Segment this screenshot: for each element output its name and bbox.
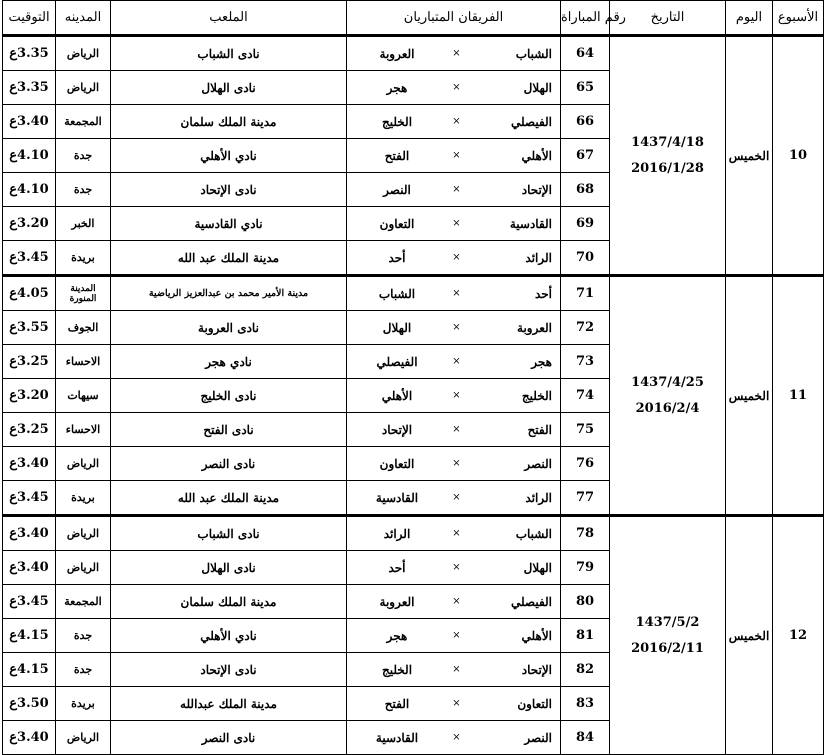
home-team: النصر bbox=[524, 730, 552, 745]
week-number: 11 bbox=[773, 276, 824, 516]
date-gregorian: 2016/2/11 bbox=[631, 640, 704, 656]
match-number: 78 bbox=[561, 516, 610, 551]
kickoff-time: 4.15ع bbox=[3, 619, 56, 653]
city-cell: الرياض bbox=[56, 551, 111, 585]
venue-cell: نادى الشباب bbox=[111, 36, 347, 71]
city-cell: الرياض bbox=[56, 447, 111, 481]
match-number: 66 bbox=[561, 105, 610, 139]
home-team: الشباب bbox=[515, 46, 552, 61]
teams-cell bbox=[347, 721, 561, 755]
home-team: الفتح bbox=[527, 422, 552, 437]
match-number: 82 bbox=[561, 653, 610, 687]
away-team: التعاون bbox=[379, 456, 415, 471]
kickoff-time: 3.55ع bbox=[3, 311, 56, 345]
versus-sign: × bbox=[452, 288, 461, 299]
kickoff-time: 3.40ع bbox=[3, 516, 56, 551]
kickoff-time: 3.45ع bbox=[3, 481, 56, 516]
versus-sign: × bbox=[452, 322, 461, 333]
home-team: الهلال bbox=[523, 80, 552, 95]
teams-cell bbox=[347, 551, 561, 585]
match-number: 74 bbox=[561, 379, 610, 413]
city-cell: الخبر bbox=[56, 207, 111, 241]
kickoff-time: 3.40ع bbox=[3, 447, 56, 481]
versus-sign: × bbox=[452, 390, 461, 401]
match-number: 71 bbox=[561, 276, 610, 311]
home-team: الخليج bbox=[521, 388, 552, 403]
city-cell: بريدة bbox=[56, 481, 111, 516]
versus-sign: × bbox=[452, 424, 461, 435]
home-team: الشباب bbox=[515, 526, 552, 541]
table-row bbox=[3, 276, 824, 311]
teams-cell bbox=[347, 687, 561, 721]
home-team: التعاون bbox=[517, 696, 552, 711]
match-number: 79 bbox=[561, 551, 610, 585]
venue-cell: نادى الإتحاد bbox=[111, 653, 347, 687]
match-number: 69 bbox=[561, 207, 610, 241]
home-team: القادسية bbox=[509, 216, 552, 231]
venue-cell: نادى الهلال bbox=[111, 71, 347, 105]
away-team: الخليج bbox=[381, 662, 413, 677]
date-hijri: 1437/5/2 bbox=[635, 614, 700, 630]
match-number: 65 bbox=[561, 71, 610, 105]
versus-sign: × bbox=[452, 184, 461, 195]
teams-cell bbox=[347, 481, 561, 516]
versus-sign: × bbox=[452, 82, 461, 93]
venue-cell: مدينة الملك سلمان bbox=[111, 585, 347, 619]
home-team: أحد bbox=[534, 286, 552, 301]
venue-cell: مدينة الملك عبد الله bbox=[111, 481, 347, 516]
kickoff-time: 4.10ع bbox=[3, 139, 56, 173]
away-team: القادسية bbox=[375, 730, 419, 745]
match-number: 67 bbox=[561, 139, 610, 173]
table-row bbox=[3, 36, 824, 71]
header-date: التاريخ bbox=[610, 1, 726, 36]
venue-cell: مدينة الملك سلمان bbox=[111, 105, 347, 139]
away-team: الأهلي bbox=[381, 388, 413, 403]
header-city: المدينه bbox=[56, 1, 111, 36]
date-gregorian: 2016/1/28 bbox=[631, 160, 704, 176]
match-date bbox=[610, 516, 726, 755]
date-gregorian: 2016/2/4 bbox=[635, 400, 700, 416]
venue-cell: نادى النصر bbox=[111, 447, 347, 481]
venue-cell: نادى العروبة bbox=[111, 311, 347, 345]
away-team: العروبة bbox=[379, 46, 415, 61]
match-date bbox=[610, 276, 726, 516]
match-number: 77 bbox=[561, 481, 610, 516]
kickoff-time: 3.35ع bbox=[3, 71, 56, 105]
away-team: الرائد bbox=[383, 526, 411, 541]
kickoff-time: 3.50ع bbox=[3, 687, 56, 721]
home-team: الفيصلي bbox=[510, 594, 552, 609]
venue-cell: نادى النصر bbox=[111, 721, 347, 755]
kickoff-time: 3.45ع bbox=[3, 241, 56, 276]
away-team: الفتح bbox=[384, 148, 410, 163]
city-cell: الاحساء bbox=[56, 345, 111, 379]
kickoff-time: 3.45ع bbox=[3, 585, 56, 619]
versus-sign: × bbox=[452, 528, 461, 539]
kickoff-time: 4.15ع bbox=[3, 653, 56, 687]
header-venue: الملعب bbox=[111, 1, 347, 36]
teams-cell bbox=[347, 447, 561, 481]
versus-sign: × bbox=[452, 732, 461, 743]
versus-sign: × bbox=[452, 698, 461, 709]
venue-cell: نادي الأهلي bbox=[111, 619, 347, 653]
home-team: النصر bbox=[524, 456, 552, 471]
versus-sign: × bbox=[452, 664, 461, 675]
kickoff-time: 3.25ع bbox=[3, 413, 56, 447]
kickoff-time: 3.20ع bbox=[3, 379, 56, 413]
teams-cell bbox=[347, 516, 561, 551]
header-week: الأسبوع bbox=[773, 1, 824, 36]
venue-cell: نادى الشباب bbox=[111, 516, 347, 551]
header-teams: الفريقان المتباريان bbox=[347, 1, 561, 36]
versus-sign: × bbox=[452, 150, 461, 161]
teams-cell bbox=[347, 345, 561, 379]
teams-cell bbox=[347, 379, 561, 413]
home-team: الأهلي bbox=[521, 628, 552, 643]
city-cell: المجمعة bbox=[56, 585, 111, 619]
away-team: الإتحاد bbox=[381, 422, 413, 437]
teams-cell bbox=[347, 241, 561, 276]
home-team: الهلال bbox=[523, 560, 552, 575]
venue-cell: نادى الإتحاد bbox=[111, 173, 347, 207]
match-number: 68 bbox=[561, 173, 610, 207]
header-day: اليوم bbox=[726, 1, 773, 36]
away-team: أحد bbox=[388, 250, 406, 265]
teams-cell bbox=[347, 311, 561, 345]
venue-cell: مدينة الملك عبد الله bbox=[111, 241, 347, 276]
teams-cell bbox=[347, 105, 561, 139]
versus-sign: × bbox=[452, 48, 461, 59]
away-team: الشباب bbox=[378, 286, 416, 301]
teams-cell bbox=[347, 276, 561, 311]
away-team: هجر bbox=[386, 628, 408, 643]
versus-sign: × bbox=[452, 252, 461, 263]
away-team: الهلال bbox=[382, 320, 412, 335]
match-number: 81 bbox=[561, 619, 610, 653]
match-number: 72 bbox=[561, 311, 610, 345]
match-number: 84 bbox=[561, 721, 610, 755]
venue-cell: مدينة الأمير محمد بن عبدالعزيز الرياضية bbox=[111, 276, 347, 311]
kickoff-time: 4.10ع bbox=[3, 173, 56, 207]
versus-sign: × bbox=[452, 116, 461, 127]
home-team: العروبة bbox=[517, 320, 552, 335]
match-number: 70 bbox=[561, 241, 610, 276]
venue-cell: نادي القادسية bbox=[111, 207, 347, 241]
week-number: 12 bbox=[773, 516, 824, 755]
away-team: الخليج bbox=[381, 114, 413, 129]
teams-cell bbox=[347, 413, 561, 447]
versus-sign: × bbox=[452, 458, 461, 469]
home-team: الأهلي bbox=[521, 148, 552, 163]
city-cell: جدة bbox=[56, 173, 111, 207]
away-team: هجر bbox=[386, 80, 408, 95]
city-cell: المدينة المنورة bbox=[56, 276, 111, 311]
teams-cell bbox=[347, 139, 561, 173]
venue-cell: نادي الأهلي bbox=[111, 139, 347, 173]
home-team: الرائد bbox=[525, 490, 552, 505]
venue-cell: نادي هجر bbox=[111, 345, 347, 379]
match-date bbox=[610, 36, 726, 276]
header-match-number: رقم المباراة bbox=[561, 1, 610, 36]
match-number: 76 bbox=[561, 447, 610, 481]
teams-cell bbox=[347, 71, 561, 105]
teams-cell bbox=[347, 36, 561, 71]
home-team: الإتحاد bbox=[521, 182, 552, 197]
city-cell: الرياض bbox=[56, 36, 111, 71]
kickoff-time: 3.40ع bbox=[3, 721, 56, 755]
away-team: القادسية bbox=[375, 490, 419, 505]
city-cell: جدة bbox=[56, 653, 111, 687]
city-cell: الرياض bbox=[56, 721, 111, 755]
versus-sign: × bbox=[452, 630, 461, 641]
city-cell: الرياض bbox=[56, 516, 111, 551]
venue-cell: نادى الخليج bbox=[111, 379, 347, 413]
kickoff-time: 3.35ع bbox=[3, 36, 56, 71]
kickoff-time: 3.40ع bbox=[3, 551, 56, 585]
city-cell: بريدة bbox=[56, 687, 111, 721]
city-cell: المجمعة bbox=[56, 105, 111, 139]
match-day: الخميس bbox=[726, 36, 773, 276]
home-team: الإتحاد bbox=[521, 662, 552, 677]
teams-cell bbox=[347, 619, 561, 653]
versus-sign: × bbox=[452, 356, 461, 367]
match-number: 83 bbox=[561, 687, 610, 721]
away-team: أحد bbox=[388, 560, 406, 575]
header-time: التوقيت bbox=[3, 1, 56, 36]
match-schedule-table bbox=[2, 0, 824, 755]
away-team: الفيصلي bbox=[376, 354, 418, 369]
match-number: 64 bbox=[561, 36, 610, 71]
kickoff-time: 4.05ع bbox=[3, 276, 56, 311]
kickoff-time: 3.20ع bbox=[3, 207, 56, 241]
versus-sign: × bbox=[452, 562, 461, 573]
date-hijri: 1437/4/25 bbox=[631, 374, 704, 390]
match-number: 75 bbox=[561, 413, 610, 447]
city-cell: الجوف bbox=[56, 311, 111, 345]
city-cell: جدة bbox=[56, 619, 111, 653]
versus-sign: × bbox=[452, 218, 461, 229]
teams-cell bbox=[347, 653, 561, 687]
venue-cell: مدينة الملك عبدالله bbox=[111, 687, 347, 721]
table-row bbox=[3, 516, 824, 551]
away-team: العروبة bbox=[379, 594, 415, 609]
teams-cell bbox=[347, 207, 561, 241]
home-team: الفيصلي bbox=[510, 114, 552, 129]
week-number: 10 bbox=[773, 36, 824, 276]
date-hijri: 1437/4/18 bbox=[631, 134, 704, 150]
match-day: الخميس bbox=[726, 276, 773, 516]
kickoff-time: 3.40ع bbox=[3, 105, 56, 139]
city-cell: سيهات bbox=[56, 379, 111, 413]
home-team: هجر bbox=[531, 354, 552, 369]
match-day: الخميس bbox=[726, 516, 773, 755]
venue-cell: نادى الهلال bbox=[111, 551, 347, 585]
teams-cell bbox=[347, 585, 561, 619]
venue-cell: نادى الفتح bbox=[111, 413, 347, 447]
teams-cell bbox=[347, 173, 561, 207]
match-number: 73 bbox=[561, 345, 610, 379]
versus-sign: × bbox=[452, 596, 461, 607]
away-team: التعاون bbox=[379, 216, 415, 231]
schedule-body bbox=[3, 36, 824, 755]
kickoff-time: 3.25ع bbox=[3, 345, 56, 379]
city-cell: الرياض bbox=[56, 71, 111, 105]
away-team: الفتح bbox=[384, 696, 410, 711]
header-row bbox=[3, 1, 824, 36]
versus-sign: × bbox=[452, 492, 461, 503]
match-number: 80 bbox=[561, 585, 610, 619]
city-cell: بريدة bbox=[56, 241, 111, 276]
city-cell: جدة bbox=[56, 139, 111, 173]
away-team: النصر bbox=[383, 182, 411, 197]
home-team: الرائد bbox=[525, 250, 552, 265]
city-cell: الاحساء bbox=[56, 413, 111, 447]
